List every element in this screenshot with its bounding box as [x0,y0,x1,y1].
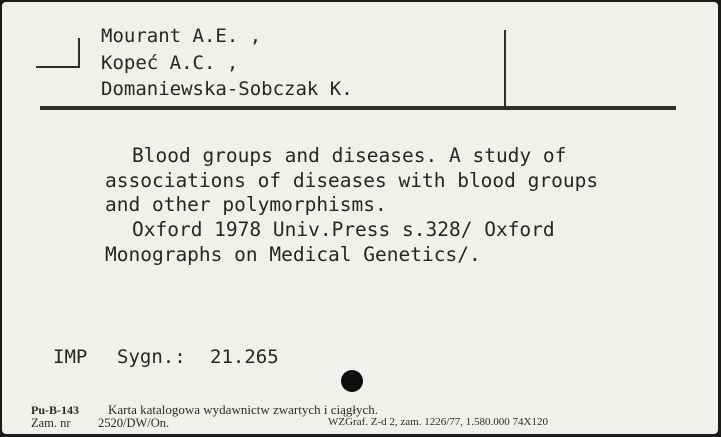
punch-hole [341,370,363,392]
signature-value: 21.265 [210,346,279,368]
footer-printer-info: WZGraf. Z-d 2, zam. 1226/77, 1.580.000 74X120 [328,416,548,428]
imp-label: IMP [53,346,88,368]
description-line-5: Monographs on Medical Genetics/. [105,243,481,266]
author-line-3: Domaniewska-Sobczak K. [101,78,353,100]
header-divider-vertical [504,30,506,106]
bracket-horizontal [36,66,80,68]
description-line-1: Blood groups and diseases. A study of [132,144,567,167]
author-line-1: Mourant A.E. , [101,25,262,47]
bracket-vertical [78,38,80,68]
description-line-2: associations of diseases with blood groups [105,169,599,192]
signature-label: Sygn.: [117,346,186,368]
footer-card-type: Karta katalogowa wydawnictw zwartych i ciągłych. [108,402,379,417]
catalog-card [2,2,718,434]
header-rule [40,106,676,110]
author-line-2: Kopeć A.C. , [101,52,239,74]
description-line-3: and other polymorphisms. [105,193,387,216]
footer-order-label: Zam. nr [31,416,71,430]
footer-form-code: Pu-B-143 [31,403,79,417]
footer-order-number: 2520/DW/On. [98,416,170,430]
description-line-4: Oxford 1978 Univ.Press s.328/ Oxford [132,218,555,241]
